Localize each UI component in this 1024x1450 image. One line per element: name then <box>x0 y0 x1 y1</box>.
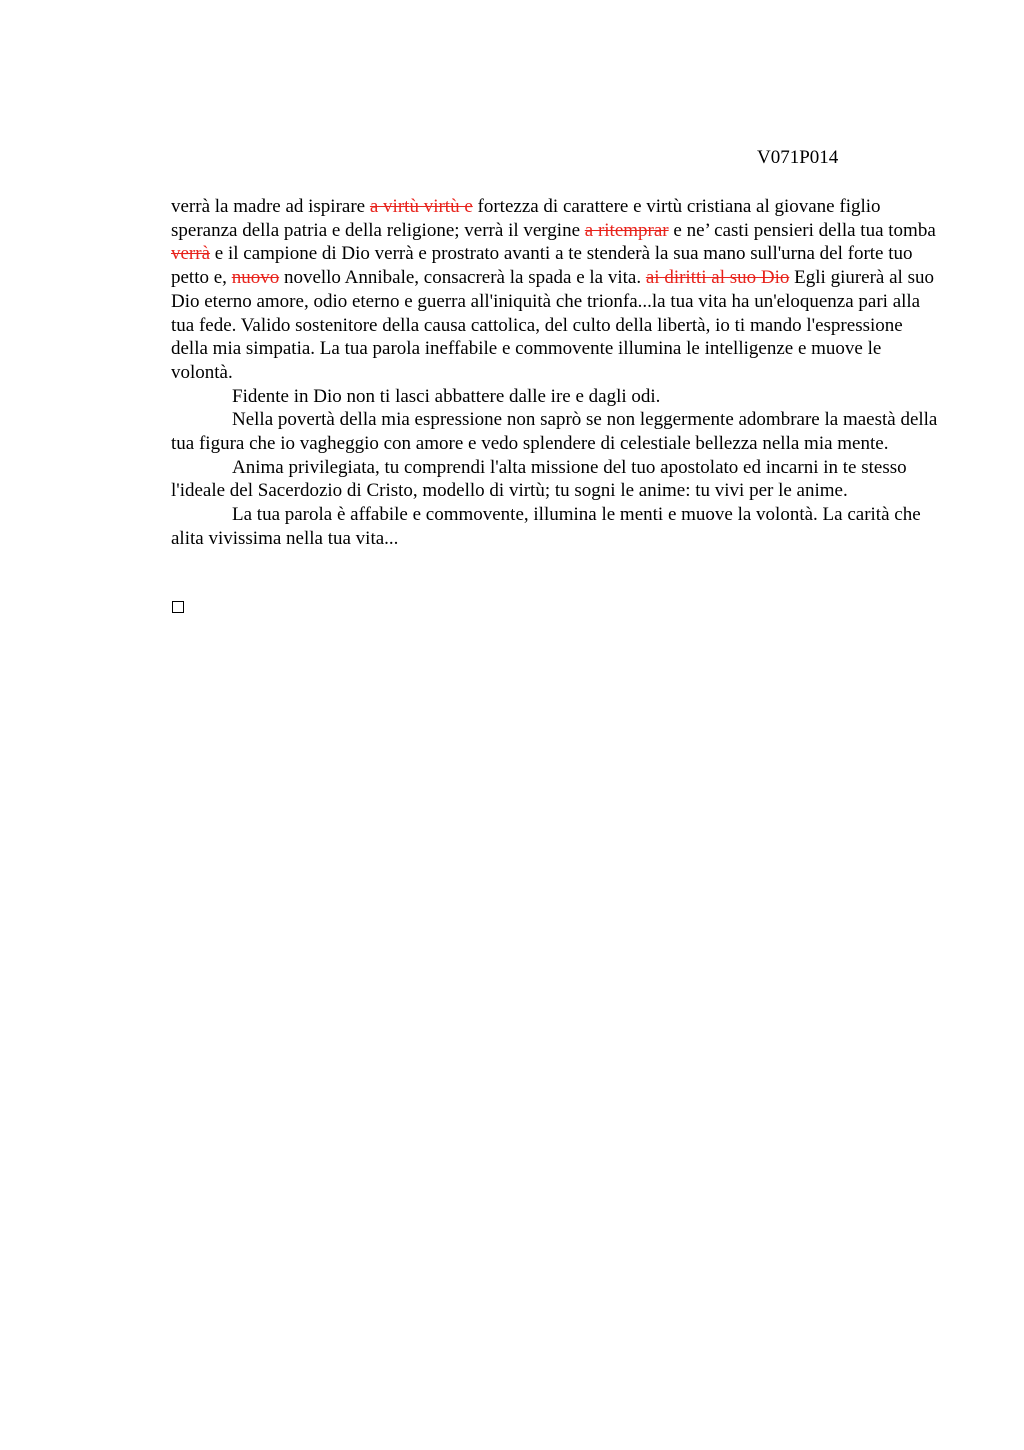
paragraph-5: La tua parola è affabile e commovente, illumina le menti e muove la volontà. La carità che alita vivissima nella tua vita... <box>171 504 921 549</box>
paragraph-1 <box>171 195 941 385</box>
text-segment: e il campione di Dio verrà e prostrato avanti a te stenderà la sua mano sull'urna del forte tuo petto e, <box>171 243 913 289</box>
deleted-text: a ritemprar <box>584 219 669 241</box>
deleted-text: a virtù virtù e <box>369 196 473 217</box>
text-segment: verrà la madre ad ispirare <box>171 196 370 217</box>
page-id: V071P014 <box>757 147 839 168</box>
text-segment: fortezza di carattere e virtù cristiana al giovane figlio speranza della patria e della religione; verrà il vergine <box>171 196 881 241</box>
paragraph-2: Fidente in Dio non ti lasci abbattere dalle ire e dagli odi. <box>232 385 661 407</box>
document-body <box>171 195 941 551</box>
text-segment: e ne’ casti pensieri della tua tomba <box>668 219 936 241</box>
text-segment: novello Annibale, consacrerà la spada e la vita. <box>279 267 646 289</box>
deleted-text: verrà <box>171 243 211 265</box>
deleted-text: ai diritti al suo Dio <box>645 267 790 289</box>
deleted-text: nuovo <box>231 267 280 289</box>
paragraph-4: Anima privilegiata, tu comprendi l'alta missione del tuo apostolato ed incarni in te stesso l'ideale del Sacerdozio di Cristo, modello di virtù; tu sogni le anime: tu vivi per le anime. <box>171 456 907 502</box>
end-marker-box <box>172 601 184 613</box>
text-segment: Egli giurerà al suo Dio eterno amore, odio eterno e guerra all'iniquità che trionfa...la tua vita ha un'eloquenza pari alla tua fede. Valido sostenitore della causa cattolica, del culto della libertà, io ti mando l'espressione della mia simpatia. La tua parola ineffabile e commovente illumina le intelligenze e muove le volontà. <box>171 267 934 383</box>
paragraph-3: Nella povertà della mia espressione non saprò se non leggermente adombrare la maestà della tua figura che io vagheggio con amore e vedo splendere di celestiale bellezza nella mia mente. <box>171 409 938 455</box>
